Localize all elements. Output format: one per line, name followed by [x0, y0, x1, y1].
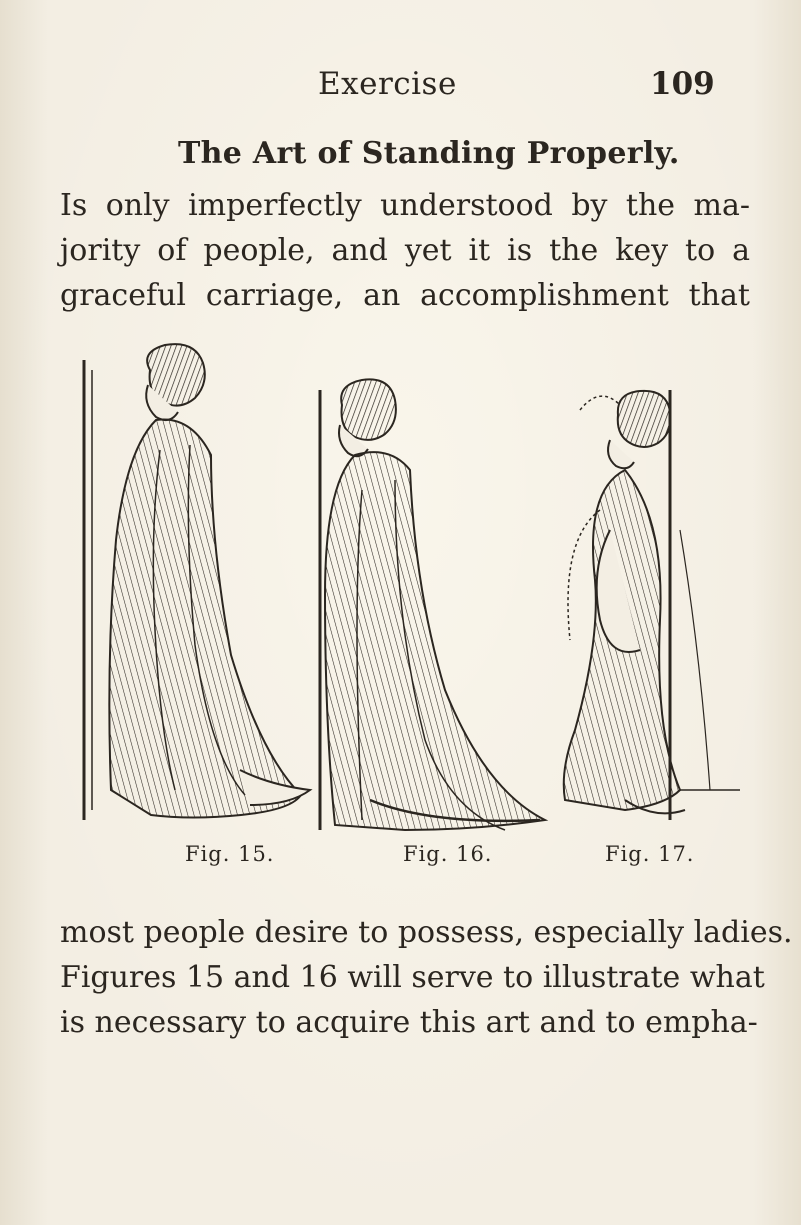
figures-drawing [70, 330, 750, 840]
paragraph-line: graceful carriage, an accomplishment that [60, 278, 750, 313]
paragraph-line: Is only imperfectly understood by the ma- [60, 188, 750, 223]
figure-15-drawing [84, 344, 310, 820]
figure-illustration [70, 330, 750, 840]
paragraph-bottom [60, 910, 793, 1045]
figure-caption: Fig. 17. [605, 842, 695, 866]
paragraph-top [60, 183, 750, 318]
figure-caption: Fig. 16. [403, 842, 493, 866]
page-number: 109 [650, 66, 715, 102]
figure-17-drawing [564, 390, 740, 820]
running-head [0, 66, 801, 106]
section-title: The Art of Standing Properly. [178, 136, 680, 171]
paragraph-line: is necessary to acquire this art and to empha- [60, 1005, 758, 1040]
paragraph-line: most people desire to possess, especially ladies. [60, 915, 793, 950]
paragraph-line: jority of people, and yet it is the key to a [60, 233, 750, 268]
paragraph-line: Figures 15 and 16 will serve to illustrate what [60, 960, 765, 995]
running-head-title: Exercise [318, 66, 457, 102]
figure-caption: Fig. 15. [185, 842, 275, 866]
figure-16-drawing [320, 379, 545, 830]
